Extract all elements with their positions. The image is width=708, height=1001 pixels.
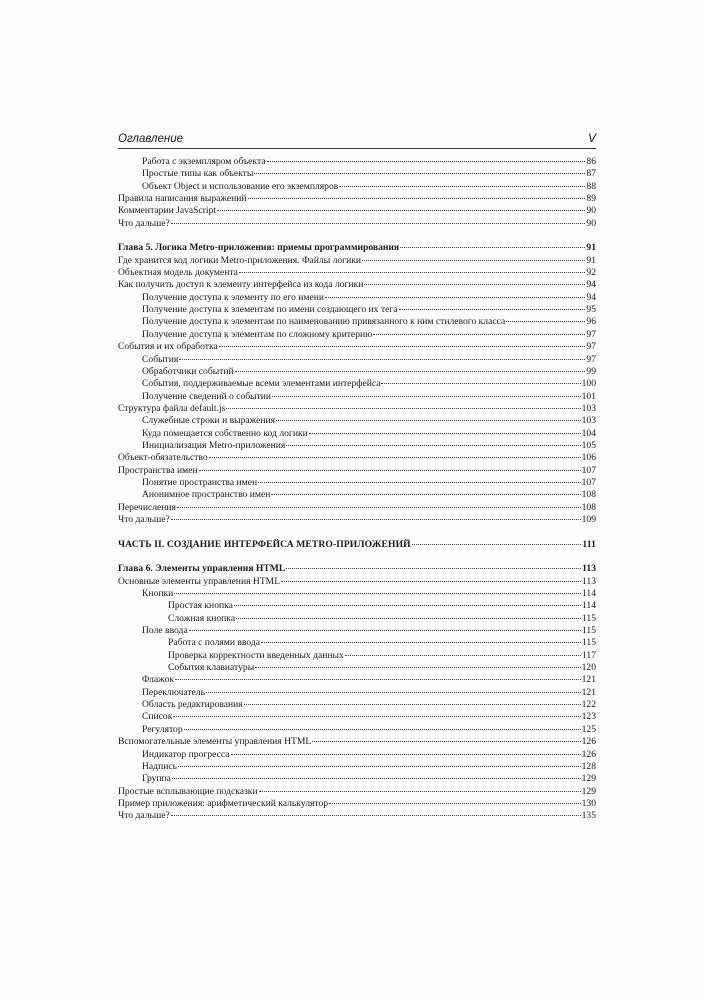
- toc-entry-title: Правила написания выражений: [118, 193, 247, 205]
- toc-entry-title: Простые типы как объекты: [142, 168, 254, 180]
- toc-entry[interactable]: [118, 749, 596, 761]
- toc-entry-title: Что дальше?: [118, 513, 170, 525]
- toc-entry-title: Получение доступа к элементу по его имени: [142, 291, 325, 303]
- toc-entry-page: 94: [586, 279, 596, 291]
- dot-leader: [231, 754, 581, 755]
- toc-entry-title: Работа с полями ввода: [168, 637, 261, 649]
- dot-leader: [345, 655, 581, 656]
- toc-entry-page: 111: [582, 538, 596, 550]
- toc-entry[interactable]: [118, 428, 596, 440]
- toc-entry-title: Как получить доступ к элементу интерфейса из кода логики: [118, 279, 364, 291]
- toc-entry[interactable]: [118, 156, 596, 168]
- toc-entry-title: Комментарии JavaScript: [118, 205, 217, 217]
- dot-leader: [362, 260, 585, 261]
- header-title: Оглавление: [118, 133, 183, 145]
- dot-leader: [226, 408, 580, 409]
- toc-entry-page: 122: [581, 699, 596, 711]
- toc-entry[interactable]: [118, 786, 596, 798]
- toc-entry[interactable]: [118, 637, 596, 649]
- dot-leader: [258, 482, 581, 483]
- toc-entry[interactable]: [118, 662, 596, 674]
- dot-leader: [217, 210, 585, 211]
- dot-leader: [255, 667, 580, 668]
- toc-entry-page: 129: [581, 773, 596, 785]
- dot-leader: [179, 359, 585, 360]
- toc-entry-title: Глава 5. Логика Metro-приложения: приемы программирования: [118, 242, 400, 254]
- toc-entry-title: Понятие пространства имен: [142, 476, 258, 488]
- toc-entry-page: 107: [581, 464, 596, 476]
- toc-entry[interactable]: [118, 304, 596, 316]
- toc-entry[interactable]: [118, 279, 596, 291]
- toc-entry-page: 114: [581, 588, 596, 600]
- dot-leader: [209, 457, 581, 458]
- toc-entry-title: События, поддерживаемые всеми элементами интерфейса: [142, 378, 381, 390]
- toc-entry-title: Регулятор: [142, 723, 183, 735]
- toc-entry-page: 103: [581, 402, 596, 414]
- toc-entry-page: 91: [586, 242, 596, 254]
- toc-entry[interactable]: [118, 489, 596, 501]
- toc-entry-title: Глава 6. Элементы управления HTML: [118, 563, 286, 575]
- toc-entry-title: Обработчики событий: [142, 365, 234, 377]
- toc-entry[interactable]: [118, 576, 596, 588]
- dot-leader: [309, 433, 581, 434]
- toc-spacer: [118, 230, 596, 242]
- toc-entry[interactable]: [118, 366, 596, 378]
- dot-leader: [286, 445, 580, 446]
- toc-entry-title: Кнопки: [142, 588, 174, 600]
- toc-entry-page: 101: [581, 390, 596, 402]
- dot-leader: [236, 618, 581, 619]
- toc-entry[interactable]: [118, 650, 596, 662]
- dot-leader: [286, 568, 581, 569]
- toc-entry-page: 125: [581, 723, 596, 735]
- toc-entry-page: 108: [581, 501, 596, 513]
- toc-entry[interactable]: [118, 773, 596, 785]
- toc-entry-title: Получение доступа к элементам по имени создающего их тега: [142, 304, 398, 316]
- toc-entry-title: Переключатель: [142, 686, 205, 698]
- toc-entry[interactable]: [118, 403, 596, 415]
- dot-leader: [206, 692, 581, 693]
- dot-leader: [189, 630, 581, 631]
- dot-leader: [373, 334, 585, 335]
- toc-entry-title: Индикатор прогресса: [142, 748, 230, 760]
- toc-entry-title: Группа: [142, 773, 171, 785]
- toc-entry[interactable]: [118, 810, 596, 822]
- toc-entry[interactable]: [118, 181, 596, 193]
- toc-entry-title: Что дальше?: [118, 810, 170, 822]
- dot-leader: [172, 778, 581, 779]
- toc-entry-title: ЧАСТЬ II. СОЗДАНИЕ ИНТЕРФЕЙСА METRO-ПРИЛОЖЕНИЙ: [118, 538, 411, 550]
- toc-entry-title: Пространства имен: [118, 464, 198, 476]
- toc-entry-title: Объект-обязательство: [118, 452, 208, 464]
- toc-entry-page: 88: [586, 180, 596, 192]
- toc-entry-page: 92: [586, 267, 596, 279]
- toc-entry[interactable]: [118, 465, 596, 477]
- toc-entry[interactable]: [118, 329, 596, 341]
- toc-entry[interactable]: [118, 292, 596, 304]
- dot-leader: [235, 371, 586, 372]
- toc-entry[interactable]: [118, 193, 596, 205]
- toc-entry[interactable]: [118, 452, 596, 464]
- toc-entry[interactable]: [118, 625, 596, 637]
- toc-entry-page: 121: [581, 686, 596, 698]
- toc-entry[interactable]: [118, 687, 596, 699]
- dot-leader: [412, 544, 582, 545]
- toc-entry-page: 91: [586, 254, 596, 266]
- toc-entry[interactable]: [118, 613, 596, 625]
- toc-entry-page: 115: [581, 637, 596, 649]
- toc-part-heading[interactable]: [118, 539, 596, 551]
- toc-entry-page: 108: [581, 489, 596, 501]
- toc-entry[interactable]: [118, 205, 596, 217]
- toc-entry-title: Перечисления: [118, 501, 176, 513]
- toc-entry-title: Что дальше?: [118, 217, 170, 229]
- header-rule: [118, 148, 596, 149]
- dot-leader: [281, 581, 581, 582]
- toc-entry[interactable]: [118, 354, 596, 366]
- toc-entry[interactable]: [118, 267, 596, 279]
- toc-entry-page: 126: [581, 748, 596, 760]
- toc-entry-page: 114: [581, 600, 596, 612]
- toc-entry-page: 129: [581, 785, 596, 797]
- dot-leader: [254, 173, 585, 174]
- toc-entry-page: 120: [581, 662, 596, 674]
- dot-leader: [219, 346, 586, 347]
- dot-leader: [171, 223, 586, 224]
- toc-entry-title: Получение доступа к элементам по наименованию привязанного к ним стилевого класса: [142, 316, 506, 328]
- toc-entry-page: 123: [581, 711, 596, 723]
- toc-entry-title: Область редактирования: [142, 699, 243, 711]
- toc-entry-page: 90: [586, 217, 596, 229]
- toc-entry-page: 115: [581, 625, 596, 637]
- toc-entry-page: 86: [586, 156, 596, 167]
- dot-leader: [171, 519, 581, 520]
- dot-leader: [175, 679, 581, 680]
- dot-leader: [399, 309, 586, 310]
- toc-entry[interactable]: [118, 588, 596, 600]
- toc-entry[interactable]: [118, 477, 596, 489]
- running-header: [118, 131, 596, 145]
- toc-entry-title: Список: [142, 711, 173, 723]
- toc-entry-page: 94: [586, 291, 596, 303]
- toc-entry-page: 115: [581, 612, 596, 624]
- toc-entry[interactable]: [118, 798, 596, 810]
- toc-entry-page: 126: [581, 736, 596, 748]
- toc-entry-page: 113: [581, 575, 596, 587]
- toc-entry-page: 96: [586, 316, 596, 328]
- toc-entry-page: 135: [581, 810, 596, 822]
- toc-entry-title: Вспомогательные элементы управления HTML: [118, 736, 312, 748]
- toc-entry-title: Работа с экземпляром объекта: [142, 156, 266, 167]
- toc-entry[interactable]: [118, 502, 596, 514]
- toc-entry-page: 89: [586, 193, 596, 205]
- toc-entry-title: Надпись: [142, 760, 177, 772]
- dot-leader: [400, 247, 585, 248]
- toc-entry-title: Анонимное пространство имен: [142, 489, 271, 501]
- dot-leader: [312, 741, 580, 742]
- toc-entry[interactable]: [118, 415, 596, 427]
- dot-leader: [244, 704, 581, 705]
- dot-leader: [174, 593, 581, 594]
- toc-entry-page: 128: [581, 760, 596, 772]
- dot-leader: [199, 470, 581, 471]
- toc-entry[interactable]: [118, 391, 596, 403]
- toc-entry[interactable]: [118, 168, 596, 180]
- toc-entry-page: 113: [582, 563, 596, 575]
- toc-entry-title: Объект Object и использование его экземпляров: [142, 180, 339, 192]
- toc-entry-page: 105: [581, 439, 596, 451]
- toc-entry[interactable]: [118, 316, 596, 328]
- dot-leader: [276, 420, 581, 421]
- dot-leader: [234, 605, 581, 606]
- toc-entry[interactable]: [118, 378, 596, 390]
- toc-entry-page: 103: [581, 415, 596, 427]
- dot-leader: [364, 284, 585, 285]
- toc-entry-page: 104: [581, 427, 596, 439]
- dot-leader: [506, 321, 585, 322]
- toc-entry-page: 87: [586, 168, 596, 180]
- toc-entry-title: События и их обработка: [118, 341, 218, 353]
- toc-entry-title: Получение доступа к элементам по сложному критерию: [142, 328, 373, 340]
- toc-entry-page: 107: [581, 476, 596, 488]
- toc-entry-page: 97: [586, 353, 596, 365]
- toc-spacer: [118, 551, 596, 563]
- toc-entry-title: Куда помещается собственно код логики: [142, 427, 308, 439]
- dot-leader: [177, 507, 581, 508]
- toc-entry-page: 106: [581, 452, 596, 464]
- toc-entry-title: Проверка корректности введенных данных: [168, 649, 344, 661]
- toc-entry-title: Основные элементы управления HTML: [118, 575, 281, 587]
- toc-entry[interactable]: [118, 600, 596, 612]
- header-page-number: V: [587, 131, 596, 145]
- toc-spacer: [118, 526, 596, 538]
- toc-entry-title: Сложная кнопка: [168, 612, 236, 624]
- toc-entry-title: Поле ввода: [142, 625, 188, 637]
- dot-leader: [381, 383, 580, 384]
- toc-entry-title: События: [142, 353, 179, 365]
- dot-leader: [267, 161, 586, 162]
- toc-entry-title: Служебные строки и выражения: [142, 415, 276, 427]
- dot-leader: [184, 729, 581, 730]
- toc-entry-title: Получение сведений о событии: [142, 390, 272, 402]
- toc-entry-page: 97: [586, 341, 596, 353]
- toc-entry-page: 109: [581, 513, 596, 525]
- dot-leader: [248, 198, 586, 199]
- toc-entry[interactable]: [118, 724, 596, 736]
- toc-entry-title: Простые всплывающие подсказки: [118, 785, 258, 797]
- toc-entry-page: 90: [586, 205, 596, 217]
- toc-entry-title: Простая кнопка: [168, 600, 233, 612]
- dot-leader: [261, 642, 581, 643]
- toc-entry-page: 95: [586, 304, 596, 316]
- dot-leader: [271, 494, 580, 495]
- dot-leader: [329, 803, 581, 804]
- toc-entry[interactable]: [118, 699, 596, 711]
- toc-entry-title: Объектная модель документа: [118, 267, 238, 279]
- dot-leader: [339, 186, 585, 187]
- toc-entry-title: Флажок: [142, 674, 174, 686]
- dot-leader: [178, 766, 581, 767]
- toc-entry-title: Структура файла default.js: [118, 402, 226, 414]
- toc-entry[interactable]: [118, 761, 596, 773]
- dot-leader: [171, 815, 581, 816]
- toc-chapter-heading[interactable]: [118, 563, 596, 575]
- toc-entry[interactable]: [118, 514, 596, 526]
- toc-entry-page: 117: [581, 649, 596, 661]
- toc-entry[interactable]: [118, 736, 596, 748]
- dot-leader: [173, 716, 580, 717]
- toc-entry-page: 121: [581, 674, 596, 686]
- toc-entry-page: 99: [586, 365, 596, 377]
- toc-entry-page: 100: [581, 378, 596, 390]
- toc-entry-page: 97: [586, 328, 596, 340]
- toc-entry[interactable]: [118, 674, 596, 686]
- toc-entry[interactable]: [118, 255, 596, 267]
- toc-entry-page: 130: [581, 797, 596, 809]
- dot-leader: [239, 272, 585, 273]
- toc-entry-title: Пример приложения: арифметический калькулятор: [118, 797, 329, 809]
- toc-entry[interactable]: [118, 440, 596, 452]
- toc-entry-title: Инициализация Metro-приложения: [142, 439, 286, 451]
- toc-chapter-heading[interactable]: [118, 242, 596, 254]
- dot-leader: [325, 297, 585, 298]
- table-of-contents: [118, 156, 596, 823]
- toc-entry[interactable]: [118, 218, 596, 230]
- toc-entry-title: Где хранится код логики Metro-приложения. Файлы логики: [118, 254, 362, 266]
- dot-leader: [272, 396, 581, 397]
- dot-leader: [259, 791, 581, 792]
- toc-entry-title: События клавиатуры: [168, 662, 255, 674]
- toc-entry[interactable]: [118, 341, 596, 353]
- toc-entry[interactable]: [118, 711, 596, 723]
